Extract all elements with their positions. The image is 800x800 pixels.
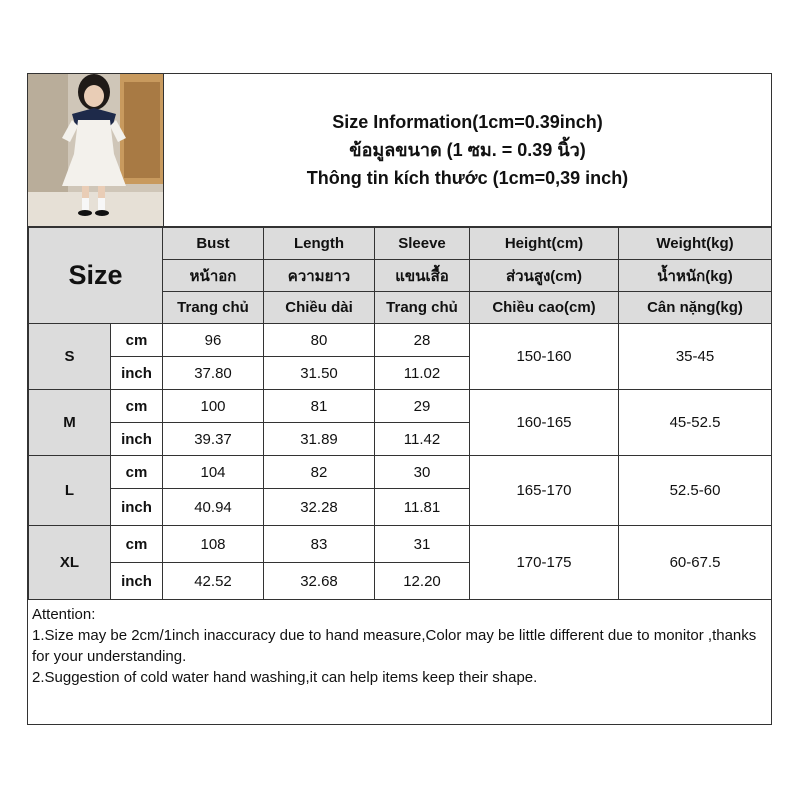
weight-cell: 45-52.5 (619, 390, 772, 456)
unit-label: cm (111, 390, 163, 423)
column-header-sleeve: Sleeve (375, 228, 470, 260)
height-cell: 170-175 (470, 526, 619, 600)
sleeve-cell: 31 (375, 526, 470, 563)
size-label: XL (29, 526, 111, 600)
length-cell: 31.50 (264, 357, 375, 390)
table-row (29, 456, 772, 489)
unit-label: cm (111, 456, 163, 489)
length-cell: 82 (264, 456, 375, 489)
unit-label: inch (111, 563, 163, 600)
column-header-height-vietnamese: Chiều cao(cm) (470, 292, 619, 324)
column-header-sleeve-vietnamese: Trang chủ (375, 292, 470, 324)
size-header: Size (29, 228, 163, 324)
length-cell: 80 (264, 324, 375, 357)
sleeve-cell: 11.42 (375, 423, 470, 456)
unit-label: inch (111, 489, 163, 526)
column-header-bust-vietnamese: Trang chủ (163, 292, 264, 324)
column-header-sleeve-thai: แขนเสื้อ (375, 260, 470, 292)
bust-cell: 37.80 (163, 357, 264, 390)
sleeve-cell: 11.81 (375, 489, 470, 526)
sleeve-cell: 12.20 (375, 563, 470, 600)
column-header-length: Length (264, 228, 375, 260)
unit-label: inch (111, 357, 163, 390)
unit-label: inch (111, 423, 163, 456)
bust-cell: 39.37 (163, 423, 264, 456)
table-row (29, 526, 772, 563)
length-cell: 31.89 (264, 423, 375, 456)
column-header-height-thai: ส่วนสูง(cm) (470, 260, 619, 292)
column-header-length-vietnamese: Chiều dài (264, 292, 375, 324)
title-vietnamese: Thông tin kích thước (1cm=0,39 inch) (306, 168, 629, 188)
length-cell: 32.68 (264, 563, 375, 600)
column-header-height: Height(cm) (470, 228, 619, 260)
size-label: L (29, 456, 111, 526)
size-label: M (29, 390, 111, 456)
weight-cell: 60-67.5 (619, 526, 772, 600)
sleeve-cell: 11.02 (375, 357, 470, 390)
size-chart (27, 73, 772, 725)
title-english: Size Information(1cm=0.39inch) (332, 112, 603, 132)
length-cell: 83 (264, 526, 375, 563)
column-header-weight-thai: น้ำหนัก(kg) (619, 260, 772, 292)
bust-cell: 100 (163, 390, 264, 423)
column-header-weight: Weight(kg) (619, 228, 772, 260)
size-label: S (29, 324, 111, 390)
column-header-length-thai: ความยาว (264, 260, 375, 292)
length-cell: 81 (264, 390, 375, 423)
column-header-weight-vietnamese: Cân nặng(kg) (619, 292, 772, 324)
unit-label: cm (111, 324, 163, 357)
attention-heading: Attention: (32, 606, 96, 623)
attention-notes (28, 602, 771, 724)
column-header-bust-thai: หน้าอก (163, 260, 264, 292)
size-information-title (164, 74, 771, 227)
weight-cell: 52.5-60 (619, 456, 772, 526)
length-cell: 32.28 (264, 489, 375, 526)
sleeve-cell: 29 (375, 390, 470, 423)
height-cell: 165-170 (470, 456, 619, 526)
attention-line-1: 1.Size may be 2cm/1inch inaccuracy due to hand measure,Color may be little different due to monitor ,thanks for your understanding. (32, 627, 757, 665)
bust-cell: 42.52 (163, 563, 264, 600)
bust-cell: 108 (163, 526, 264, 563)
height-cell: 160-165 (470, 390, 619, 456)
size-table (28, 227, 772, 600)
product-photo (28, 74, 164, 227)
sleeve-cell: 30 (375, 456, 470, 489)
bust-cell: 96 (163, 324, 264, 357)
sleeve-cell: 28 (375, 324, 470, 357)
column-header-bust: Bust (163, 228, 264, 260)
attention-line-2: 2.Suggestion of cold water hand washing,it can help items keep their shape. (32, 669, 538, 686)
table-row (29, 390, 772, 423)
bust-cell: 104 (163, 456, 264, 489)
height-cell: 150-160 (470, 324, 619, 390)
unit-label: cm (111, 526, 163, 563)
table-row (29, 324, 772, 357)
bust-cell: 40.94 (163, 489, 264, 526)
product-photo-illustration (28, 74, 164, 227)
title-thai: ข้อมูลขนาด (1 ซม. = 0.39 นิ้ว) (349, 140, 586, 160)
weight-cell: 35-45 (619, 324, 772, 390)
